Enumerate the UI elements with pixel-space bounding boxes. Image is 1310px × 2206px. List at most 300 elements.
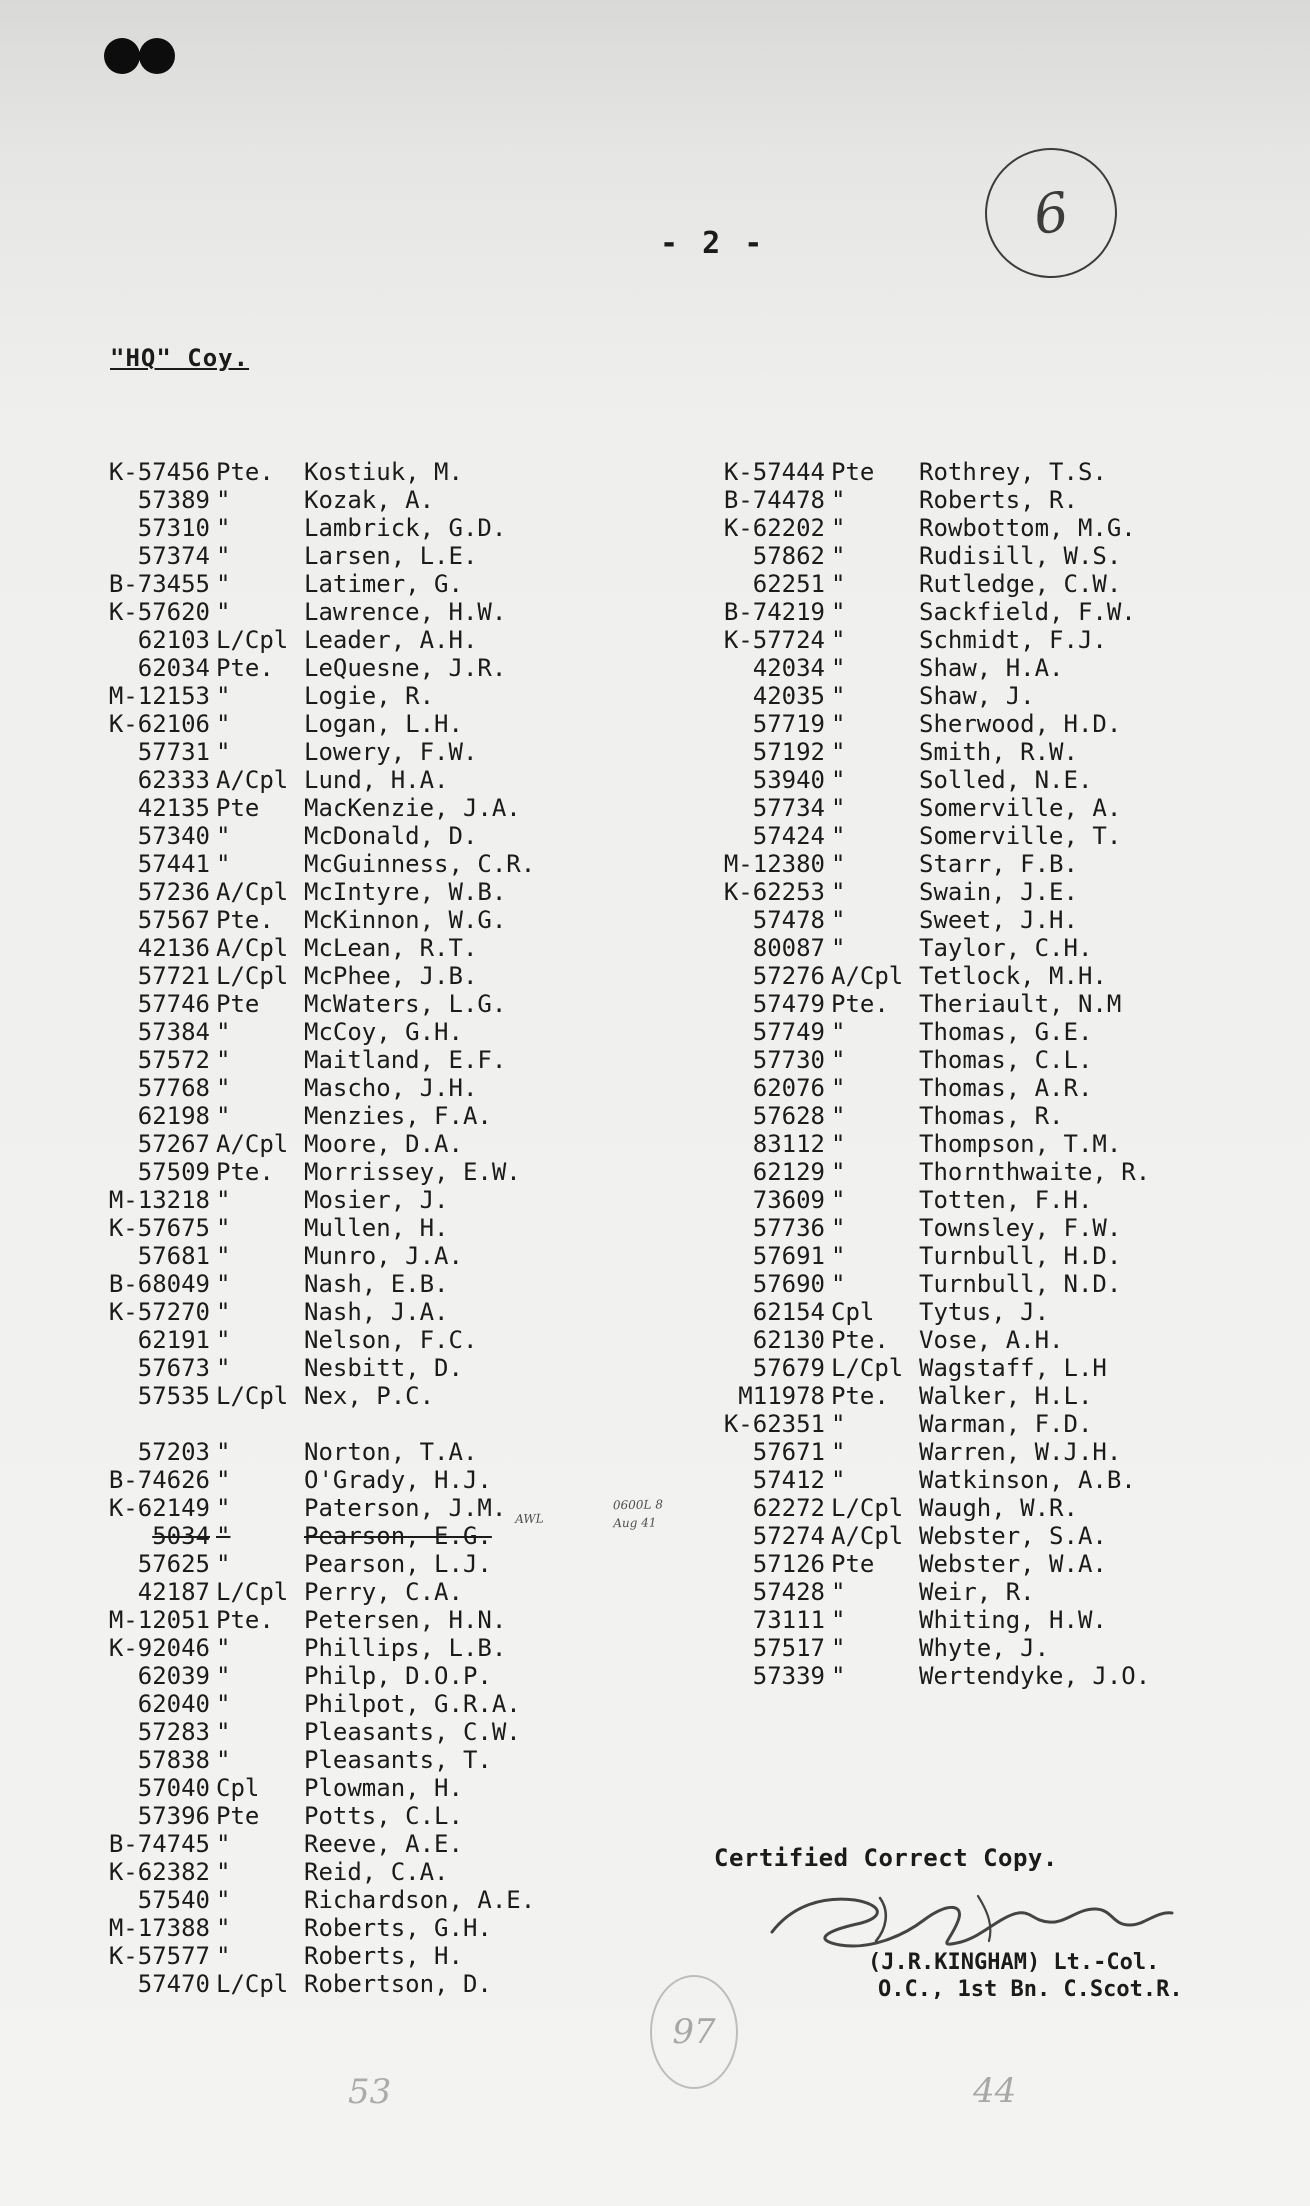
left-row: [60, 1298, 620, 1326]
soldier-name: McWaters, L.G.: [304, 990, 507, 1018]
soldier-name: Shaw, J.: [919, 682, 1035, 710]
left-row: [60, 766, 620, 794]
right-row: [675, 1270, 1235, 1298]
right-column: [675, 458, 1235, 1690]
rank: ": [216, 1074, 231, 1102]
soldier-name: Theriault, N.M: [919, 990, 1122, 1018]
right-row: [675, 1382, 1235, 1410]
service-number: K-57444: [723, 458, 825, 486]
left-row: [60, 486, 620, 514]
service-number: K-57577: [108, 1942, 210, 1970]
service-number: 42035: [752, 682, 825, 710]
rank: ": [831, 822, 846, 850]
rank: ": [831, 878, 846, 906]
signatory-name: (J.R.KINGHAM) Lt.-Col.: [868, 1950, 1160, 1975]
right-row: [675, 1522, 1235, 1550]
right-row: [675, 1102, 1235, 1130]
service-number: 57517: [752, 1634, 825, 1662]
rank: Pte.: [831, 990, 889, 1018]
rank: Pte.: [216, 654, 274, 682]
left-row: [60, 542, 620, 570]
service-number: K-62202: [723, 514, 825, 542]
service-number: 57540: [137, 1886, 210, 1914]
rank: ": [831, 1606, 846, 1634]
bottom-circle-annotation: [650, 1975, 738, 2089]
rank: Pte.: [831, 1382, 889, 1410]
pencil-mark-left: 53: [348, 2072, 392, 2112]
left-row: [60, 822, 620, 850]
left-row: [60, 1802, 620, 1830]
rank: ": [216, 514, 231, 542]
right-row: [675, 1186, 1235, 1214]
right-row: [675, 850, 1235, 878]
soldier-name: Whiting, H.W.: [919, 1606, 1107, 1634]
soldier-name: Rudisill, W.S.: [919, 542, 1122, 570]
service-number: 57746: [137, 990, 210, 1018]
soldier-name: Turnbull, N.D.: [919, 1270, 1122, 1298]
service-number: 57236: [137, 878, 210, 906]
soldier-name: Philpot, G.R.A.: [304, 1690, 521, 1718]
rank: ": [216, 1102, 231, 1130]
left-row: [60, 878, 620, 906]
soldier-name: Nesbitt, D.: [304, 1354, 463, 1382]
right-row: [675, 626, 1235, 654]
rank: ": [216, 598, 231, 626]
soldier-name: Rowbottom, M.G.: [919, 514, 1136, 542]
left-row: [60, 570, 620, 598]
service-number: M-12153: [108, 682, 210, 710]
soldier-name: Waugh, W.R.: [919, 1494, 1078, 1522]
service-number: K-62351: [723, 1410, 825, 1438]
service-number: K-62149: [108, 1494, 210, 1522]
soldier-name: Nash, E.B.: [304, 1270, 449, 1298]
left-row: [60, 514, 620, 542]
right-row: [675, 1158, 1235, 1186]
rank: ": [216, 1046, 231, 1074]
rank: ": [831, 1130, 846, 1158]
rank: ": [831, 794, 846, 822]
right-row: [675, 906, 1235, 934]
rank: Pte.: [216, 458, 274, 486]
right-row: [675, 1410, 1235, 1438]
service-number: 5034: [152, 1522, 210, 1550]
soldier-name: Logie, R.: [304, 682, 435, 710]
soldier-name: Thomas, C.L.: [919, 1046, 1093, 1074]
service-number: B-73455: [108, 570, 210, 598]
rank: ": [216, 1354, 231, 1382]
soldier-name: Lund, H.A.: [304, 766, 449, 794]
service-number: K-57724: [723, 626, 825, 654]
rank: ": [831, 514, 846, 542]
soldier-name: Thornthwaite, R.: [919, 1158, 1151, 1186]
rank: L/Cpl: [216, 962, 289, 990]
right-row: [675, 1550, 1235, 1578]
left-row: [60, 1830, 620, 1858]
service-number: 57572: [137, 1046, 210, 1074]
rank: ": [831, 850, 846, 878]
rank: ": [216, 1438, 231, 1466]
rank: Pte: [831, 1550, 875, 1578]
soldier-name: Taylor, C.H.: [919, 934, 1093, 962]
left-row: [60, 1578, 620, 1606]
page-number: - 2 -: [660, 226, 766, 261]
soldier-name: McDonald, D.: [304, 822, 478, 850]
rank: ": [216, 1018, 231, 1046]
rank: ": [216, 822, 231, 850]
service-number: 57192: [752, 738, 825, 766]
rank: Pte.: [216, 906, 274, 934]
soldier-name: Tytus, J.: [919, 1298, 1050, 1326]
rank: ": [831, 1074, 846, 1102]
left-row: [60, 710, 620, 738]
soldier-name: Nelson, F.C.: [304, 1326, 478, 1354]
rank: ": [831, 598, 846, 626]
rank: ": [216, 1718, 231, 1746]
soldier-name: Pearson, L.J.: [304, 1550, 492, 1578]
soldier-name: Larsen, L.E.: [304, 542, 478, 570]
rank: ": [831, 1466, 846, 1494]
service-number: 57749: [752, 1018, 825, 1046]
right-row: [675, 1634, 1235, 1662]
service-number: 57736: [752, 1214, 825, 1242]
rank: ": [216, 1550, 231, 1578]
right-row: [675, 962, 1235, 990]
soldier-name: Nex, P.C.: [304, 1382, 435, 1410]
soldier-name: Totten, F.H.: [919, 1186, 1093, 1214]
left-row: [60, 794, 620, 822]
right-row: [675, 794, 1235, 822]
service-number: 57478: [752, 906, 825, 934]
right-row: [675, 1354, 1235, 1382]
soldier-name: Plowman, H.: [304, 1774, 463, 1802]
soldier-name: Lawrence, H.W.: [304, 598, 507, 626]
soldier-name: Wagstaff, L.H: [919, 1354, 1107, 1382]
left-row: [60, 1466, 620, 1494]
service-number: 62039: [137, 1662, 210, 1690]
service-number: 57721: [137, 962, 210, 990]
service-number: B-74745: [108, 1830, 210, 1858]
rank: ": [831, 906, 846, 934]
soldier-name: Thomas, R.: [919, 1102, 1064, 1130]
service-number: 57340: [137, 822, 210, 850]
soldier-name: Somerville, T.: [919, 822, 1122, 850]
soldier-name: Pleasants, C.W.: [304, 1718, 521, 1746]
right-row: [675, 570, 1235, 598]
soldier-name: Rutledge, C.W.: [919, 570, 1122, 598]
rank: Pte: [216, 990, 260, 1018]
left-row: [60, 934, 620, 962]
soldier-name: McLean, R.T.: [304, 934, 478, 962]
service-number: 73111: [752, 1606, 825, 1634]
left-row: [60, 1858, 620, 1886]
service-number: 57276: [752, 962, 825, 990]
left-row: [60, 962, 620, 990]
soldier-name: Norton, T.A.: [304, 1438, 478, 1466]
marginal-note-line-2: 0600L 8 Aug 41: [612, 1497, 664, 1531]
soldier-name: Weir, R.: [919, 1578, 1035, 1606]
service-number: 57374: [137, 542, 210, 570]
service-number: 57310: [137, 514, 210, 542]
service-number: 57203: [137, 1438, 210, 1466]
service-number: 42187: [137, 1578, 210, 1606]
service-number: 57730: [752, 1046, 825, 1074]
soldier-name: Roberts, R.: [919, 486, 1078, 514]
left-row: [60, 1158, 620, 1186]
soldier-name: McPhee, J.B.: [304, 962, 478, 990]
marginal-note-line-1: AWL: [515, 1511, 544, 1526]
soldier-name: Pearson, E.G.: [304, 1522, 492, 1550]
soldier-name: Smith, R.W.: [919, 738, 1078, 766]
left-row: [60, 1018, 620, 1046]
soldier-name: Roberts, G.H.: [304, 1914, 492, 1942]
soldier-name: Shaw, H.A.: [919, 654, 1064, 682]
rank: ": [831, 654, 846, 682]
rank: ": [831, 1158, 846, 1186]
service-number: 57625: [137, 1550, 210, 1578]
service-number: 57470: [137, 1970, 210, 1998]
left-row: [60, 738, 620, 766]
service-number: 53940: [752, 766, 825, 794]
rank: L/Cpl: [831, 1494, 904, 1522]
rank: Pte: [216, 1802, 260, 1830]
rank: Pte.: [831, 1326, 889, 1354]
soldier-name: Lowery, F.W.: [304, 738, 478, 766]
left-row: [60, 1046, 620, 1074]
rank: ": [216, 1662, 231, 1690]
rank: ": [831, 1634, 846, 1662]
service-number: 57862: [752, 542, 825, 570]
service-number: 42136: [137, 934, 210, 962]
rank: ": [831, 1410, 846, 1438]
left-row: [60, 626, 620, 654]
rank: Pte: [216, 794, 260, 822]
rank: ": [216, 850, 231, 878]
punch-hole-left: [104, 38, 140, 74]
soldier-name: Kostiuk, M.: [304, 458, 463, 486]
service-number: 62154: [752, 1298, 825, 1326]
rank: A/Cpl: [831, 1522, 904, 1550]
rank: ": [831, 1270, 846, 1298]
service-number: K-57270: [108, 1298, 210, 1326]
soldier-name: Moore, D.A.: [304, 1130, 463, 1158]
rank: ": [831, 1578, 846, 1606]
right-row: [675, 1438, 1235, 1466]
rank: A/Cpl: [216, 878, 289, 906]
rank: ": [216, 738, 231, 766]
soldier-name: Starr, F.B.: [919, 850, 1078, 878]
rank: ": [216, 1634, 231, 1662]
rank: L/Cpl: [216, 1970, 289, 1998]
right-row: [675, 1130, 1235, 1158]
service-number: K-92046: [108, 1634, 210, 1662]
right-row: [675, 1242, 1235, 1270]
service-number: M-12380: [723, 850, 825, 878]
right-row: [675, 1578, 1235, 1606]
service-number: 57126: [752, 1550, 825, 1578]
right-row: [675, 1662, 1235, 1690]
right-row: [675, 822, 1235, 850]
rank: ": [831, 1046, 846, 1074]
service-number: 62198: [137, 1102, 210, 1130]
soldier-name: Walker, H.L.: [919, 1382, 1093, 1410]
service-number: 57428: [752, 1578, 825, 1606]
service-number: 57681: [137, 1242, 210, 1270]
soldier-name: Vose, A.H.: [919, 1326, 1064, 1354]
service-number: 57396: [137, 1802, 210, 1830]
rank: A/Cpl: [216, 1130, 289, 1158]
left-row: [60, 458, 620, 486]
soldier-name: Mullen, H.: [304, 1214, 449, 1242]
soldier-name: Phillips, L.B.: [304, 1634, 507, 1662]
soldier-name: Somerville, A.: [919, 794, 1122, 822]
service-number: B-68049: [108, 1270, 210, 1298]
soldier-name: Warren, W.J.H.: [919, 1438, 1122, 1466]
soldier-name: Thomas, G.E.: [919, 1018, 1093, 1046]
soldier-name: Sherwood, H.D.: [919, 710, 1122, 738]
rank: ": [216, 1298, 231, 1326]
service-number: B-74219: [723, 598, 825, 626]
soldier-name: Wertendyke, J.O.: [919, 1662, 1151, 1690]
rank: ": [216, 1214, 231, 1242]
service-number: 57339: [752, 1662, 825, 1690]
soldier-name: Latimer, G.: [304, 570, 463, 598]
service-number: 57412: [752, 1466, 825, 1494]
soldier-name: Logan, L.H.: [304, 710, 463, 738]
soldier-name: McKinnon, W.G.: [304, 906, 507, 934]
right-row: [675, 1214, 1235, 1242]
rank: Pte.: [216, 1158, 274, 1186]
pencil-mark-right: 44: [973, 2071, 1017, 2111]
right-row: [675, 486, 1235, 514]
soldier-name: Thomas, A.R.: [919, 1074, 1093, 1102]
soldier-name: Schmidt, F.J.: [919, 626, 1107, 654]
left-row: [60, 654, 620, 682]
soldier-name: Sackfield, F.W.: [919, 598, 1136, 626]
left-row: [60, 1774, 620, 1802]
soldier-name: Webster, S.A.: [919, 1522, 1107, 1550]
service-number: 62034: [137, 654, 210, 682]
right-row: [675, 1074, 1235, 1102]
service-number: 57509: [137, 1158, 210, 1186]
rank: ": [216, 1914, 231, 1942]
rank: ": [216, 1270, 231, 1298]
rank: ": [831, 570, 846, 598]
rank: ": [216, 1746, 231, 1774]
left-row: [60, 1886, 620, 1914]
right-row: [675, 1466, 1235, 1494]
soldier-name: Leader, A.H.: [304, 626, 478, 654]
service-number: 73609: [752, 1186, 825, 1214]
left-row: [60, 850, 620, 878]
punch-hole-right: [139, 38, 175, 74]
soldier-name: Whyte, J.: [919, 1634, 1050, 1662]
rank: ": [216, 1690, 231, 1718]
rank: ": [831, 1186, 846, 1214]
soldier-name: Swain, J.E.: [919, 878, 1078, 906]
soldier-name: McGuinness, C.R.: [304, 850, 536, 878]
right-row: [675, 878, 1235, 906]
right-row: [675, 542, 1235, 570]
service-number: 57671: [752, 1438, 825, 1466]
service-number: 57535: [137, 1382, 210, 1410]
rank: ": [831, 1018, 846, 1046]
rank: Cpl: [831, 1298, 875, 1326]
rank: ": [831, 1242, 846, 1270]
soldier-name: Sweet, J.H.: [919, 906, 1078, 934]
rank: A/Cpl: [216, 766, 289, 794]
service-number: 57567: [137, 906, 210, 934]
service-number: 57628: [752, 1102, 825, 1130]
service-number: M-13218: [108, 1186, 210, 1214]
left-row: [60, 1354, 620, 1382]
service-number: 62333: [137, 766, 210, 794]
left-row: [60, 906, 620, 934]
rank: ": [216, 1466, 231, 1494]
rank: ": [831, 1438, 846, 1466]
soldier-name: Paterson, J.M.: [304, 1494, 507, 1522]
left-row: [60, 1662, 620, 1690]
rank: ": [216, 1886, 231, 1914]
left-row: [60, 1746, 620, 1774]
soldier-name: Pleasants, T.: [304, 1746, 492, 1774]
signatory-title: O.C., 1st Bn. C.Scot.R.: [878, 1977, 1183, 2002]
service-number: 57838: [137, 1746, 210, 1774]
soldier-name: Maitland, E.F.: [304, 1046, 507, 1074]
left-row: [60, 990, 620, 1018]
rank: ": [831, 1214, 846, 1242]
soldier-name: Perry, C.A.: [304, 1578, 463, 1606]
service-number: K-57620: [108, 598, 210, 626]
soldier-name: Robertson, D.: [304, 1970, 492, 1998]
service-number: 62251: [752, 570, 825, 598]
service-number: 83112: [752, 1130, 825, 1158]
soldier-name: Thompson, T.M.: [919, 1130, 1122, 1158]
soldier-name: Warman, F.D.: [919, 1410, 1093, 1438]
left-row: [60, 1634, 620, 1662]
soldier-name: Kozak, A.: [304, 486, 435, 514]
right-row: [675, 1046, 1235, 1074]
soldier-name: Menzies, F.A.: [304, 1102, 492, 1130]
left-row: [60, 1074, 620, 1102]
service-number: M11978: [738, 1382, 825, 1410]
right-row: [675, 766, 1235, 794]
rank: ": [831, 766, 846, 794]
left-row: [60, 1438, 620, 1466]
right-row: [675, 654, 1235, 682]
service-number: 57441: [137, 850, 210, 878]
rank: ": [831, 682, 846, 710]
left-row: [60, 1970, 620, 1998]
soldier-name: McIntyre, W.B.: [304, 878, 507, 906]
soldier-name: Tetlock, M.H.: [919, 962, 1107, 990]
soldier-name: Philp, D.O.P.: [304, 1662, 492, 1690]
service-number: 57731: [137, 738, 210, 766]
service-number: 80087: [752, 934, 825, 962]
rank: Pte: [831, 458, 875, 486]
rank: Cpl: [216, 1774, 260, 1802]
service-number: M-17388: [108, 1914, 210, 1942]
soldier-name: Nash, J.A.: [304, 1298, 449, 1326]
soldier-name: Richardson, A.E.: [304, 1886, 536, 1914]
rank: L/Cpl: [831, 1354, 904, 1382]
rank: ": [216, 542, 231, 570]
rank: L/Cpl: [216, 1578, 289, 1606]
left-row: [60, 1326, 620, 1354]
rank: ": [831, 542, 846, 570]
rank: L/Cpl: [216, 1382, 289, 1410]
soldier-name: Webster, W.A.: [919, 1550, 1107, 1578]
rank: ": [831, 486, 846, 514]
